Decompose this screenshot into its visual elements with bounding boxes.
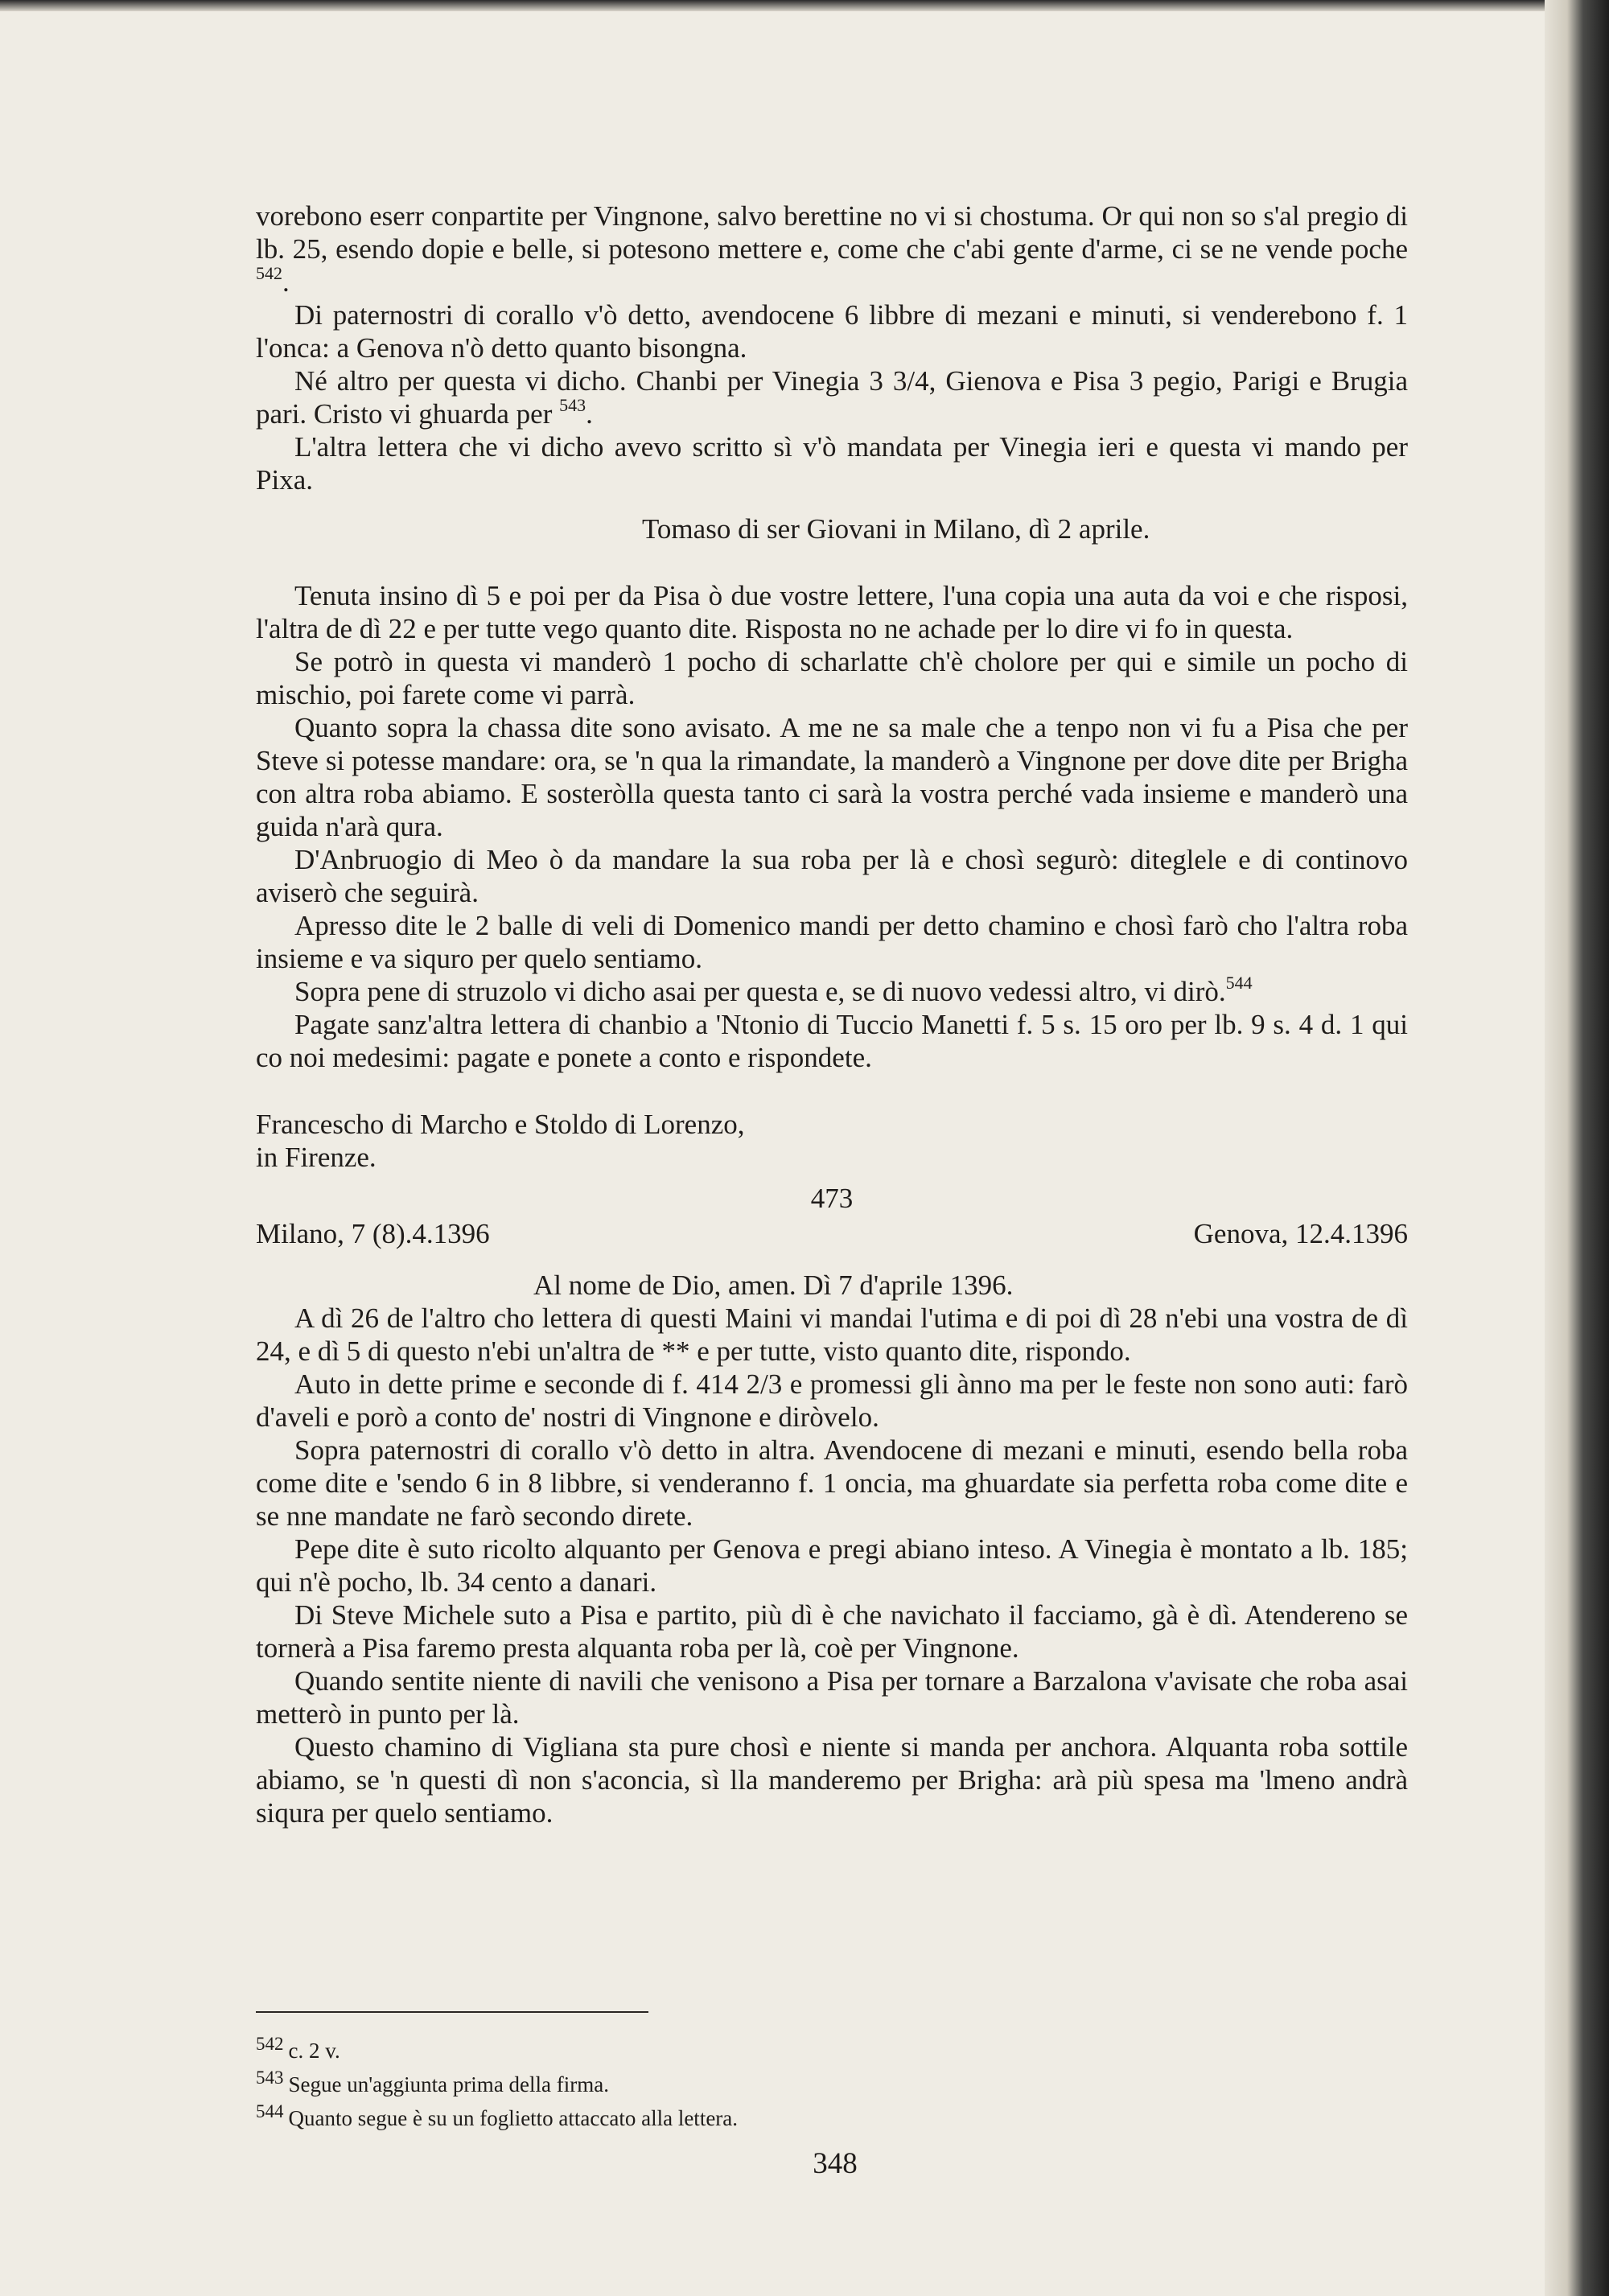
footnote: 543 Segue un'aggiunta prima della firma. xyxy=(256,2068,609,2096)
footnote-ref-542: 542 xyxy=(256,263,282,283)
paragraph: vorebono eserr conpartite per Vingnone, salvo berettine no vi si chostuma. Or qui non so s'al pregio di lb. 25, esendo dopie e belle, si potesono mettere e, come che c'abi gente d'arme, ci se ne vende poche $^{542}$. xyxy=(256,200,1408,298)
letter-header xyxy=(256,1182,1408,1254)
invocation-line: Al nome de Dio, amen. Dì 7 d'aprile 1396. xyxy=(533,1269,1014,1301)
address-line: in Firenze. xyxy=(256,1142,377,1173)
letter-number: 473 xyxy=(810,1183,854,1214)
footnote-rule xyxy=(256,2011,648,2013)
paragraph: Pagate sanz'altra lettera di chanbio a 'Ntonio di Tuccio Manetti f. 5 s. 15 oro per lb. 9 s. 4 d. 1 qui co noi medesimi: pagate e ponete a conto e rispondete. xyxy=(256,1009,1408,1073)
paragraph: D'Anbruogio di Meo ò da mandare la sua roba per là e chosì segurò: diteglele e di continovo aviserò che seguirà. xyxy=(256,844,1408,908)
page-number: 348 xyxy=(813,2147,858,2180)
paragraph: Pepe dite è suto ricolto alquanto per Genova e pregi abiano inteso. A Vinegia è montato a lb. 185; qui n'è pocho, lb. 34 cento a danari. xyxy=(256,1533,1408,1598)
paragraph: Se potrò in questa vi manderò 1 pocho di scharlatte ch'è cholore per qui e simile un pocho di mischio, poi farete come vi parrà. xyxy=(256,646,1408,710)
paragraph: Di Steve Michele suto a Pisa e partito, più dì è che navichato il facciamo, gà è dì. Atendereno se tornerà a Pisa faremo presta alquanta roba per là, coè per Vingnone. xyxy=(256,1599,1408,1664)
paragraph: Auto in dette prime e seconde di f. 414 2/3 e promessi gli ànno ma per le feste non sono auti: farò d'aveli e porò a conto de' nostri di Vingnone e diròvelo. xyxy=(256,1368,1408,1433)
paragraph: Sopra paternostri di corallo v'ò detto in altra. Avendocene di mezani e minuti, esendo bella roba come dite e 'sendo 6 in 8 libbre, si venderanno f. 1 oncia, ma ghuardate sia perfetta roba come dite e se nne mandate ne farò secondo direte. xyxy=(256,1434,1408,1532)
paragraph: Quando sentite niente di navili che venisono a Pisa per tornare a Barzalona v'avisate che roba asai metterò in punto per là. xyxy=(256,1665,1408,1730)
paragraph: L'altra lettera che vi dicho avevo scritto sì v'ò mandata per Vinegia ieri e questa vi mando per Pixa. xyxy=(256,431,1408,496)
signature: Tomaso di ser Giovani in Milano, dì 2 aprile. xyxy=(642,513,1150,545)
footnote: 542 c. 2 v. xyxy=(256,2034,340,2063)
footnotes xyxy=(256,2011,1408,2132)
letter-destination: Genova, 12.4.1396 xyxy=(1193,1218,1408,1249)
paragraph: Apresso dite le 2 balle di veli di Domenico mandi per detto chamino e chosì farò cho l'altra roba insieme e va siquro per quelo sentiamo. xyxy=(256,910,1408,974)
letter-origin: Milano, 7 (8).4.1396 xyxy=(256,1218,490,1249)
footnote: 544 Quanto segue è su un foglietto attaccato alla lettera. xyxy=(256,2101,739,2130)
page-body xyxy=(256,200,1408,1829)
footnote-ref-543: 543 xyxy=(559,395,586,415)
paragraph: Questo chamino di Vigliana sta pure chosì e niente si manda per anchora. Alquanta roba sottile abiamo, se 'n questi dì non s'aconcia, sì lla manderemo per Brigha: arà più spesa ma 'lmeno andrà siqura per quelo sentiamo. xyxy=(256,1731,1408,1829)
address-line: Francescho di Marcho e Stoldo di Lorenzo, xyxy=(256,1109,745,1140)
paragraph: Quanto sopra la chassa dite sono avisato. A me ne sa male che a tenpo non vi fu a Pisa che per Steve si potesse mandare: ora, se 'n qua la rimandate, la manderò a Vingnone per dove dite per Brigha con altra roba abiamo. E sosteròlla questa tanto ci sarà la vostra perché vada insieme e manderò una guida n'arà qura. xyxy=(256,712,1408,842)
book-gutter-shadow xyxy=(1545,0,1609,2296)
paragraph: Né altro per questa vi dicho. Chanbi per Vinegia 3 3/4, Gienova e Pisa 3 pegio, Parigi e Brugia pari. Cristo vi ghuarda per $^{543}$. xyxy=(256,365,1408,430)
paragraph: Di paternostri di corallo v'ò detto, avendocene 6 libbre di mezani e minuti, si venderebono f. 1 l'onca: a Genova n'ò detto quanto bisongna. xyxy=(256,299,1408,364)
paragraph: Sopra pene di struzolo vi dicho asai per questa e, se di nuovo vedessi altro, vi dirò.$^{544}$ xyxy=(294,973,1253,1007)
scan-top-edge xyxy=(0,0,1609,11)
footnote-ref-544: 544 xyxy=(1225,973,1253,993)
paragraph: A dì 26 de l'altro cho lettera di questi Maini vi mandai l'utima e di poi dì 28 n'ebi una vostra de dì 24, e dì 5 di questo n'ebi un'altra de ** e per tutte, visto quanto dite, rispondo. xyxy=(256,1302,1408,1367)
paragraph: Tenuta insino dì 5 e poi per da Pisa ò due vostre lettere, l'una copia una auta da voi e che risposi, l'altra de dì 22 e per tutte vego quanto dite. Risposta no ne achade per lo dire vi fo in questa. xyxy=(256,580,1408,644)
